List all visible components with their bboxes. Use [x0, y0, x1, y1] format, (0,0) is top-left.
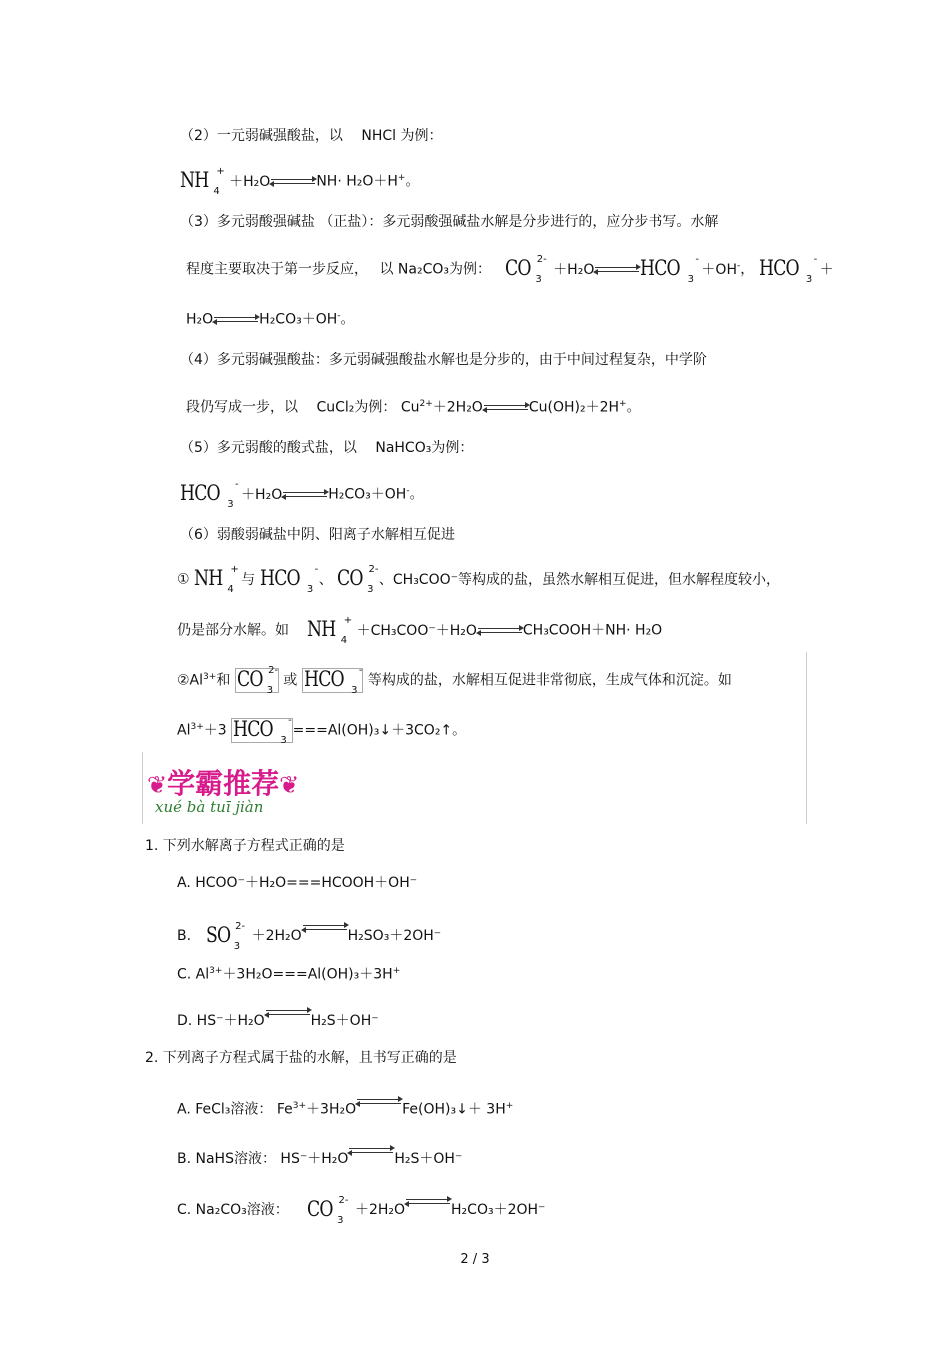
equilibrium-arrow-icon: [266, 1009, 310, 1017]
ion-so3: SO 2- 3: [205, 920, 246, 952]
ion-co3: CO 2- 3: [307, 1194, 349, 1226]
p3-line1: （3）多元弱酸强碱盐 （正盐）：多元弱酸强碱盐水解是分步进行的，应分步书写。水解: [180, 214, 719, 230]
ion-co3-box: CO 2- 3: [236, 665, 279, 697]
equilibrium-arrow-icon: [349, 1147, 393, 1155]
equilibrium-arrow-icon: [484, 404, 528, 412]
ion-hco3: HCO - 3: [259, 564, 319, 595]
page-number: 2 / 3: [460, 1252, 490, 1267]
p6-case2-line2: $Al^{3+}+3$ HCO - 3 ===Al(OH)₃↓＋3CO₂↑。: [177, 715, 467, 747]
equilibrium-arrow-icon: [406, 1198, 450, 1206]
q1-option-a: A. HCOO⁻＋H₂O===HCOOH＋OH⁻: [177, 875, 418, 891]
equilibrium-arrow-icon: [357, 1098, 401, 1106]
ion-co3: CO 2- 3: [337, 564, 379, 595]
ion-hco3-box: HCO - 3: [233, 715, 292, 747]
brand-title: ❦学霸推荐❦: [147, 767, 300, 800]
equilibrium-arrow-icon: [478, 627, 522, 635]
p2-heading: （2）一元弱碱强酸盐，以 NHCl 为例：: [180, 128, 443, 144]
ion-nh4: NH + 4: [307, 615, 353, 646]
ion-hco3: HCO - 3: [758, 254, 818, 286]
p6-case2-line1: $②Al^{3+}$和 CO 2- 3 或 HCO - 3 等构成的盐，水解相互促进非常彻底，生成气体和沉淀。如: [177, 665, 732, 697]
q1-option-b: B. SO 2- 3 ＋2H₂O H₂SO₃＋2OH⁻: [177, 920, 442, 952]
q2-stem: 2. 下列离子方程式属于盐的水解，且书写正确的是: [145, 1050, 457, 1066]
p6-case1-line2: 仍是部分水解。如 NH + 4 ＋CH₃COO⁻＋H₂O CH₃COOH＋NH· H₂O: [177, 615, 663, 646]
ion-nh4: NH + 4: [180, 166, 225, 198]
equilibrium-arrow-icon: [303, 924, 347, 932]
q2-option-a: A. FeCl₃溶液： $Fe^{3+}+3H_2O$ Fe(OH)₃↓＋ 3H+: [177, 1096, 513, 1120]
ion-nh4: NH + 4: [194, 564, 239, 595]
p6-case1-line1: ① NH + 4 与 HCO - 3 、 CO 2- 3 、CH₃COO⁻等构成的盐，虽然水解相互促进，但水解程度较小，: [177, 564, 781, 595]
p2-equation: NH + 4 ＋H₂O NH· H₂O＋H+。: [180, 166, 420, 198]
q1-option-d: D. HS⁻＋H₂O H₂S＋OH⁻: [177, 1009, 379, 1031]
p4-line1: （4）多元弱碱强酸盐：多元弱碱强酸盐水解也是分步的，由于中间过程复杂，中学阶: [180, 352, 707, 368]
p5-heading: （5）多元弱酸的酸式盐，以 NaHCO₃为例：: [180, 440, 474, 456]
ion-hco3: HCO - 3: [640, 254, 699, 286]
ion-hco3: HCO - 3: [180, 479, 239, 511]
equilibrium-arrow-icon: [595, 266, 639, 274]
q2-option-c: C. Na₂CO₃溶液： CO 2- 3 ＋2H₂O H₂CO₃＋2OH⁻: [177, 1194, 546, 1226]
ion-hco3-box: HCO - 3: [303, 665, 363, 697]
q1-option-c: C. $Al^{3+}+3H_2O===Al(OH)_3+3H^+$: [177, 966, 401, 983]
p6-heading: （6）弱酸弱碱盐中阴、阳离子水解相互促进: [180, 527, 455, 543]
brand-pinyin: xué bà tuī jiàn: [155, 798, 264, 816]
p3-line2: 程度主要取决于第一步反应， 以 Na₂CO₃为例： CO 2- 3 ＋H₂O HCO - 3 ＋OH-， HCO - 3 ＋: [186, 254, 834, 286]
ion-co3: CO 2- 3: [505, 254, 547, 286]
brand-ornament-icon: ❦: [147, 771, 168, 799]
p3-line3: H₂O H₂CO₃＋OH-。: [186, 311, 355, 328]
q2-option-b: B. NaHS溶液： HS⁻＋H₂O H₂S＋OH⁻: [177, 1147, 462, 1169]
brand-banner: [143, 760, 303, 822]
p5-equation: HCO - 3 ＋H₂O H₂CO₃＋OH-。: [180, 479, 424, 511]
q1-stem: 1. 下列水解离子方程式正确的是: [145, 838, 345, 854]
equilibrium-arrow-icon: [271, 178, 315, 186]
brand-ornament-icon: ❦: [279, 771, 300, 799]
equilibrium-arrow-icon: [283, 491, 327, 499]
p4-line2: 段仍写成一步，以 CuCl₂为例： $Cu^{2+}+2H_2O$ Cu(OH)₂＋2H+。: [186, 399, 641, 416]
frame-line: [806, 652, 807, 824]
equilibrium-arrow-icon: [214, 316, 258, 324]
